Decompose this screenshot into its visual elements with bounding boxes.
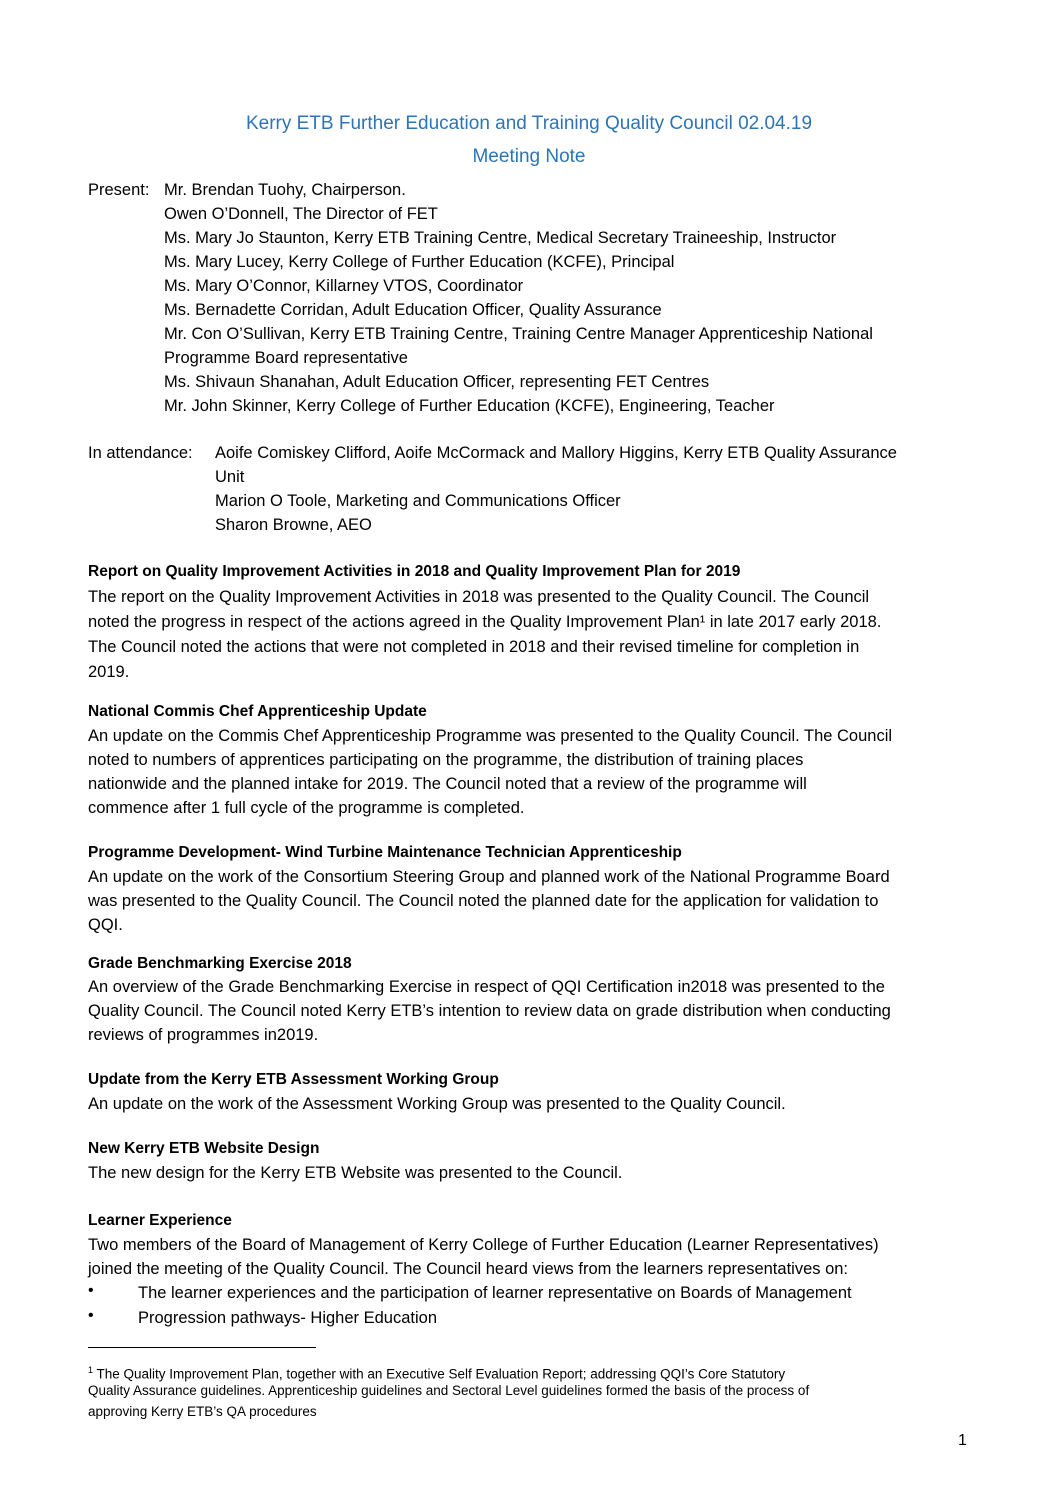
footnote-text: Quality Assurance guidelines. Apprenticeship guidelines and Sectoral Level guidelines formed the basis of the process of [88,1383,810,1398]
section-heading: Update from the Kerry ETB Assessment Working Group [88,1071,499,1088]
section-text: The Council noted the actions that were not completed in 2018 and their revised timeline for completion in [88,638,860,656]
attendance-line: Marion O Toole, Marketing and Communications Officer [215,492,621,510]
present-member: Mr. Brendan Tuohy, Chairperson. [164,181,406,199]
section-heading: National Commis Chef Apprenticeship Update [88,703,427,720]
present-member: Ms. Mary O’Connor, Killarney VTOS, Coordinator [164,277,524,295]
document-subtitle: Meeting Note [472,146,586,167]
section-heading: Report on Quality Improvement Activities in 2018 and Quality Improvement Plan for 2019 [88,563,741,580]
section-text: 2019. [88,663,130,681]
attendance-label: In attendance: [88,444,193,462]
section-text: Two members of the Board of Management of Kerry College of Further Education (Learner Representatives) [88,1236,879,1254]
section-text: nationwide and the planned intake for 2019. The Council noted that a review of the programme will [88,775,807,793]
present-member: Mr. Con O’Sullivan, Kerry ETB Training Centre, Training Centre Manager Apprenticeship National [164,325,873,343]
section-text: commence after 1 full cycle of the programme is completed. [88,799,525,817]
bullet-item: Progression pathways- Higher Education [138,1309,437,1327]
section-text: An update on the Commis Chef Apprenticeship Programme was presented to the Quality Council. The Council [88,727,893,745]
section-text: noted the progress in respect of the actions agreed in the Quality Improvement Plan¹ in late 2017 early 2018. [88,613,882,631]
section-text: An overview of the Grade Benchmarking Exercise in respect of QQI Certification in2018 was presented to the [88,978,885,996]
footnote-text: The Quality Improvement Plan, together with an Executive Self Evaluation Report; addressing QQI’s Core Statutory [96,1366,786,1382]
section-text: Quality Council. The Council noted Kerry ETB’s intention to review data on grade distribution when conducting [88,1002,891,1020]
present-member: Ms. Bernadette Corridan, Adult Education Officer, Quality Assurance [164,301,662,319]
section-heading: New Kerry ETB Website Design [88,1140,320,1157]
section-heading: Grade Benchmarking Exercise 2018 [88,955,352,972]
present-member: Ms. Shivaun Shanahan, Adult Education Officer, representing FET Centres [164,373,710,391]
bullet-icon: • [88,1307,94,1324]
section-text: The new design for the Kerry ETB Website was presented to the Council. [88,1164,623,1182]
present-member: Mr. John Skinner, Kerry College of Further Education (KCFE), Engineering, Teacher [164,397,775,415]
section-text: was presented to the Quality Council. The Council noted the planned date for the application for validation to [88,892,879,910]
footnote-text: approving Kerry ETB’s QA procedures [88,1404,317,1419]
document-title: Kerry ETB Further Education and Training Quality Council 02.04.19 [245,113,813,134]
page-number: 1 [958,1432,967,1449]
section-text: QQI. [88,916,123,934]
attendance-line: Aoife Comiskey Clifford, Aoife McCormack and Mallory Higgins, Kerry ETB Quality Assurance [215,444,897,462]
section-text: An update on the work of the Assessment Working Group was presented to the Quality Council. [88,1095,786,1113]
section-heading: Programme Development- Wind Turbine Maintenance Technician Apprenticeship [88,844,682,861]
present-member: Owen O’Donnell, The Director of FET [164,205,438,223]
section-heading: Learner Experience [88,1212,232,1229]
present-member: Ms. Mary Jo Staunton, Kerry ETB Training Centre, Medical Secretary Traineeship, Instructor [164,229,837,247]
bullet-icon: • [88,1282,94,1299]
attendance-line: Unit [215,468,245,486]
present-label: Present: [88,181,150,199]
present-member: Programme Board representative [164,349,408,367]
section-text: The report on the Quality Improvement Activities in 2018 was presented to the Quality Council. The Council [88,588,870,606]
footnote-separator [88,1347,316,1348]
section-text: An update on the work of the Consortium Steering Group and planned work of the National Programme Board [88,868,890,886]
section-text: reviews of programmes in2019. [88,1026,319,1044]
attendance-line: Sharon Browne, AEO [215,516,372,534]
present-member: Ms. Mary Lucey, Kerry College of Further Education (KCFE), Principal [164,253,675,271]
footnote-marker: 1 [88,1365,94,1375]
bullet-item: The learner experiences and the participation of learner representative on Boards of Management [138,1284,852,1302]
section-text: noted to numbers of apprentices participating on the programme, the distribution of training places [88,751,804,769]
section-text: joined the meeting of the Quality Council. The Council heard views from the learners representatives on: [88,1260,849,1278]
